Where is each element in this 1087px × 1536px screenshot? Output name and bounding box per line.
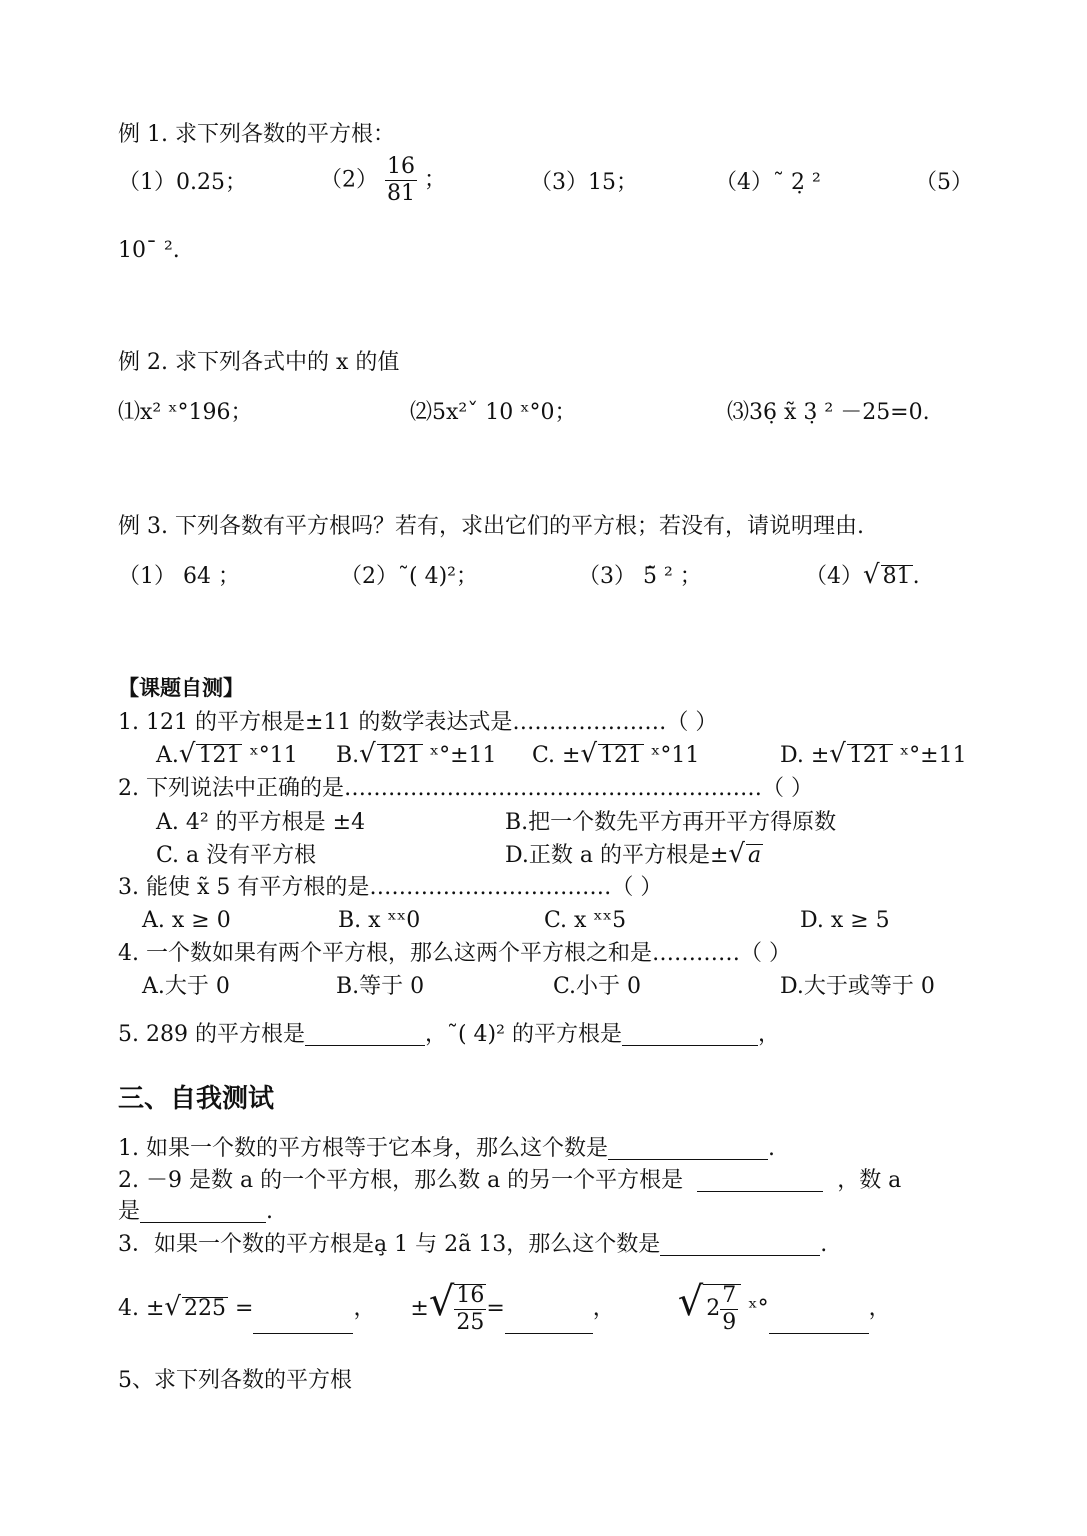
option-1a: A.√ 121 ˣ°11 <box>156 739 298 769</box>
fraction: $\frac{16}{25}$ <box>456 1283 485 1335</box>
answer-blank[interactable] <box>769 1313 869 1334</box>
question-1: 1. 121 的平方根是±11 的数学表达式是…………………（ ） <box>118 710 718 735</box>
option-2d: D.正数 a 的平方根是±√ a <box>505 839 762 869</box>
example-1-title: 例 1. 求下列各数的平方根： <box>118 122 395 147</box>
radical-sign-icon: √ <box>428 1279 455 1325</box>
example-3-item-1: （1） 64 ； <box>118 564 240 589</box>
answer-blank[interactable] <box>505 1313 593 1334</box>
answer-blank[interactable] <box>622 1025 758 1046</box>
test-question-2-continuation: 是 . <box>118 1199 274 1224</box>
mixed-number: 2 $\frac{7}{9}$ <box>703 1284 741 1334</box>
option-3d: D. x ≥ 5 <box>800 908 890 933</box>
radical-sign-icon: √ <box>178 739 196 769</box>
option-4b: B.等于 0 <box>336 974 425 999</box>
option-4d: D.大于或等于 0 <box>780 974 935 999</box>
radical-sign-icon: √ <box>728 839 745 869</box>
option-2c: C. a 没有平方根 <box>156 843 317 868</box>
answer-blank[interactable] <box>140 1202 266 1223</box>
test-question-5: 5、求下列各数的平方根 <box>118 1368 352 1393</box>
option-2b: B.把一个数先平方再开平方得原数 <box>505 810 837 835</box>
example-2-part-3: ⑶36̣ x̃ 3̣ ² －25=0. <box>727 400 930 425</box>
test-question-4: 4. ±√ 225 = ， ±√ $\frac{16}{25}$ = ， √ 2 $\frac{7}{9}$ ˣ° ， <box>118 1279 891 1335</box>
radical-sign-icon: √ <box>677 1279 704 1325</box>
example-3-title: 例 3. 下列各数有平方根吗？若有，求出它们的平方根；若没有，请说明理由. <box>118 514 864 539</box>
example-2-title: 例 2. 求下列各式中的 x 的值 <box>118 350 400 375</box>
fraction: $\frac{16}{81}$ <box>387 154 415 206</box>
test-question-1: 1. 如果一个数的平方根等于它本身，那么这个数是 . <box>118 1136 775 1161</box>
example-1-item-3: （3）15； <box>530 170 638 195</box>
self-check-heading: 【课题自测】 <box>118 676 244 700</box>
question-3: 3. 能使 x̃ 5 有平方根的是……………………………（ ） <box>118 875 663 900</box>
option-3b: B. x ˣˣ0 <box>338 908 421 933</box>
answer-blank[interactable] <box>608 1139 768 1160</box>
example-3-item-4: （4）√ 81. <box>805 560 920 590</box>
radical-sign-icon: √ <box>164 1292 181 1322</box>
option-3c: C. x ˣˣ5 <box>544 908 627 933</box>
example-3-item-3: （3） 5̃ ² ； <box>578 564 702 589</box>
option-3a: A. x ≥ 0 <box>142 908 231 933</box>
option-1b: B.√ 121 ˣ°±11 <box>336 739 497 769</box>
answer-blank[interactable] <box>697 1171 823 1192</box>
question-5: 5. 289 的平方根是 ，˜( 4)² 的平方根是 ， <box>118 1022 780 1047</box>
example-1-item-1: （1）0.25； <box>118 170 247 195</box>
option-4a: A.大于 0 <box>142 974 230 999</box>
example-2-part-2: ⑵5x²ˇ 10 ˣ°0； <box>410 400 577 425</box>
fraction: $\frac{7}{9}$ <box>722 1282 737 1335</box>
option-4c: C.小于 0 <box>553 974 642 999</box>
example-2-part-1: ⑴x² ˣ°196； <box>118 400 253 425</box>
radical-sign-icon: √ <box>829 739 846 769</box>
example-1-continuation: 10ˉ ². <box>118 238 180 263</box>
option-1d: D. ±√ 121 ˣ°±11 <box>780 739 967 769</box>
option-2a: A. 4² 的平方根是 ±4 <box>156 810 366 835</box>
radical-sign-icon: √ <box>863 560 880 590</box>
question-2: 2. 下列说法中正确的是…………………………………………………（ ） <box>118 776 813 801</box>
example-1-item-5: （5） <box>915 170 973 195</box>
example-1-item-4: （4）˜ 2̣ ² <box>715 170 821 195</box>
radical-sign-icon: √ <box>580 739 598 769</box>
answer-blank[interactable] <box>660 1235 820 1256</box>
example-3-item-2: （2）˜( 4)²； <box>340 564 478 589</box>
question-4: 4. 一个数如果有两个平方根，那么这两个平方根之和是…………（ ） <box>118 941 791 966</box>
answer-blank[interactable] <box>253 1313 353 1334</box>
answer-blank[interactable] <box>305 1025 425 1046</box>
section-3-heading: 三、自我测试 <box>118 1084 275 1114</box>
example-1-item-2: （2） $\frac{16}{81}$ ； <box>320 154 447 206</box>
radical-sign-icon: √ <box>359 739 376 769</box>
test-question-2: 2. －9 是数 a 的一个平方根，那么数 a 的另一个平方根是 ，数 a <box>118 1168 902 1193</box>
option-1c: C. ±√ 121 ˣ°11 <box>532 739 700 769</box>
test-question-3: 3．如果一个数的平方根是a̧ 1 与 2ã 13，那么这个数是 . <box>118 1232 828 1257</box>
